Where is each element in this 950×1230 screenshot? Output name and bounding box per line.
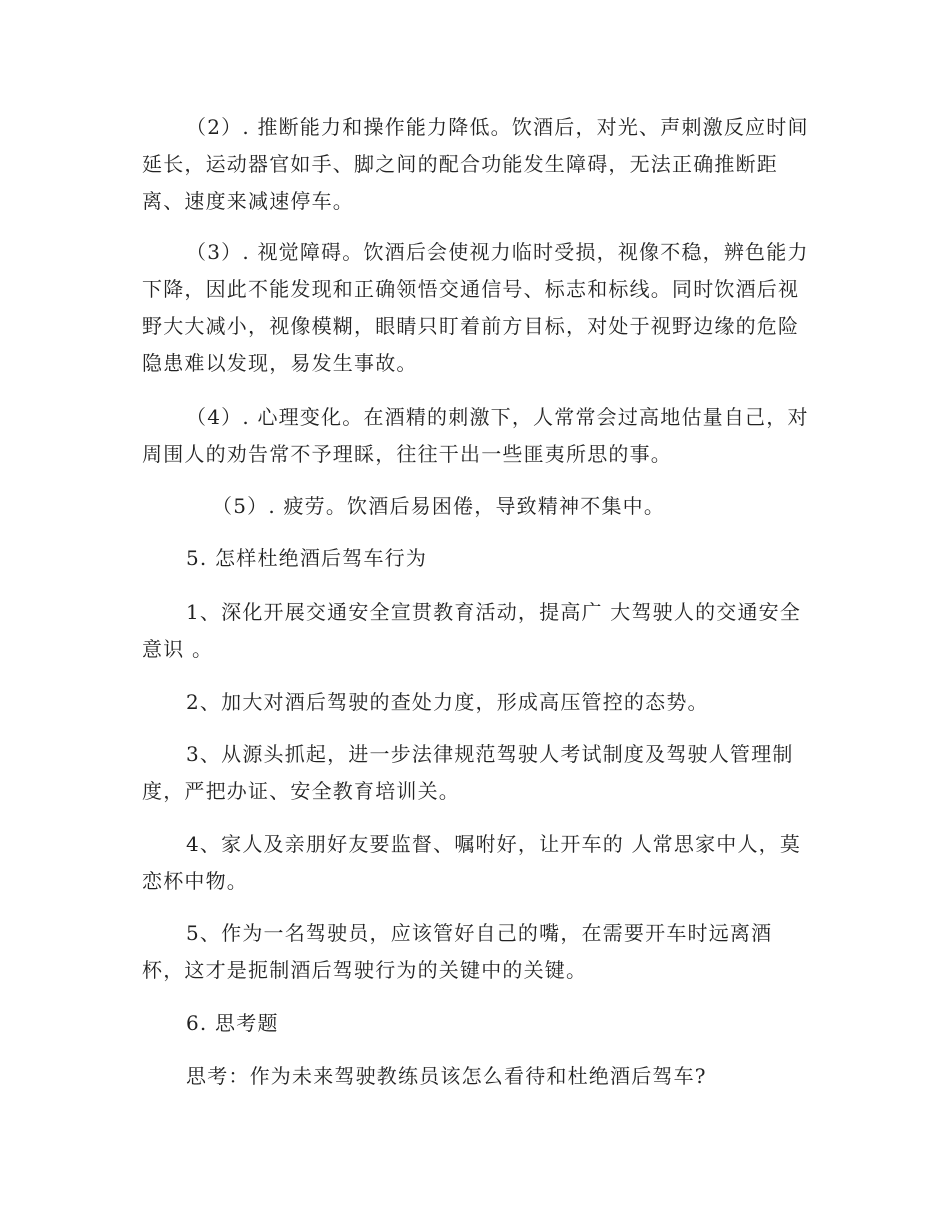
paragraph-fatigue: （5）. 疲劳。饮酒后易困倦，导致精神不集中。: [212, 494, 666, 518]
list-item-5: 5、作为一名驾驶员，应该管好自己的嘴，在需要开车时远离酒杯，这才是扼制酒后驾驶行为的关键中的关键。: [142, 921, 773, 982]
list-item-2: 2、加大对酒后驾驶的查处力度，形成高压管控的态势。: [186, 690, 709, 714]
paragraph-judgment-ability: （2）. 推断能力和操作能力降低。饮酒后，对光、声刺激反应时间延长，运动器官如手、脚之间的配合功能发生障碍，无法正确推断距离、速度来减速停车。: [142, 115, 809, 213]
question-text: 思考：作为未来驾驶教练员该怎么看待和杜绝酒后驾车?: [186, 1064, 707, 1088]
paragraph-psychological-change: （4）. 心理变化。在酒精的刺激下，人常常会过高地估量自己，对周围人的劝告常不予理睬，往往干出一些匪夷所思的事。: [142, 405, 809, 466]
list-item-3: 3、从源头抓起，进一步法律规范驾驶人考试制度及驾驶人管理制度，严把办证、安全教育培训关。: [142, 742, 794, 803]
paragraph-visual-impairment: （3）. 视觉障碍。饮酒后会使视力临时受损，视像不稳，辨色能力下降，因此不能发现和正确领悟交通信号、标志和标线。同时饮酒后视野大大减小，视像模糊，眼睛只盯着前方目标，对处于视野边缘的危险隐患难以发现，易发生事故。: [142, 240, 809, 375]
section-heading-prevention: 5. 怎样杜绝酒后驾车行为: [186, 546, 428, 570]
list-item-4: 4、家人及亲朋好友要监督、嘱咐好，让开车的 人常思家中人，莫恋杯中物。: [142, 832, 802, 893]
list-item-1: 1、深化开展交通安全宣贯教育活动，提高广 大驾驶人的交通安全意识 。: [142, 600, 802, 661]
section-heading-questions: 6. 思考题: [186, 1011, 279, 1035]
